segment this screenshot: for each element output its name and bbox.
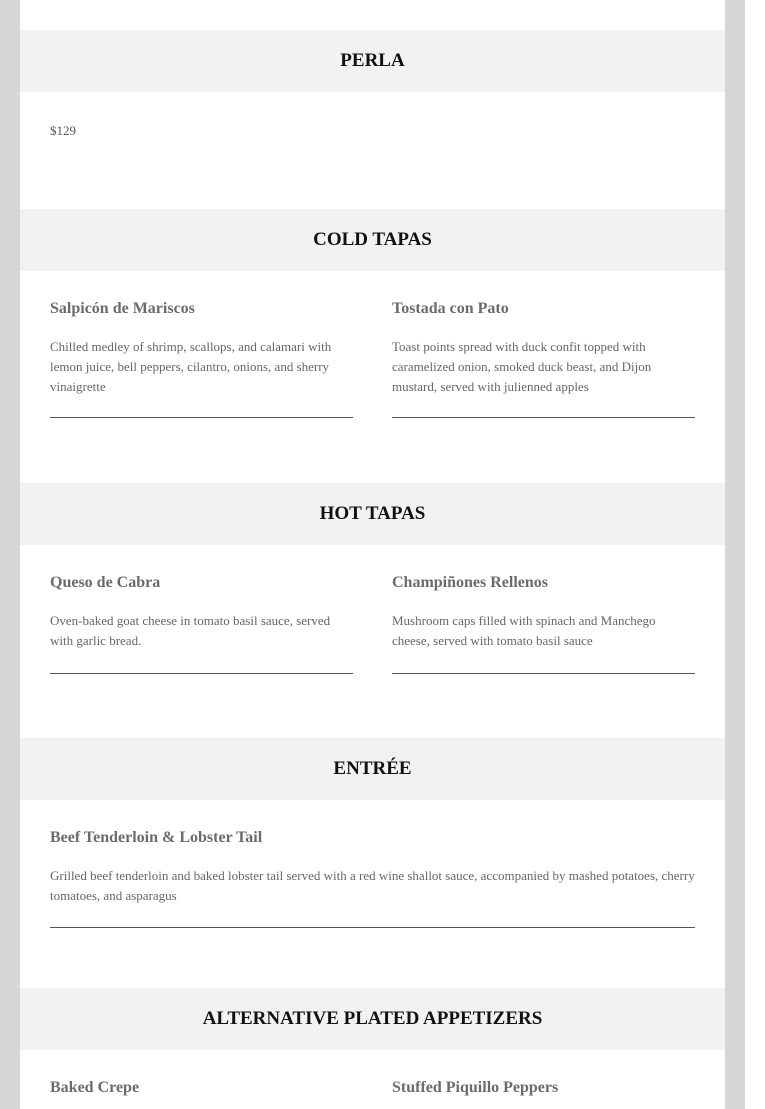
menu-item-salpicon xyxy=(50,299,353,419)
section-header-hot-tapas: HOT TAPAS xyxy=(20,483,725,545)
menu-item-name: Queso de Cabra xyxy=(50,574,161,591)
menu-card xyxy=(20,0,725,1109)
item-divider xyxy=(50,927,695,928)
menu-item-beef-lobster xyxy=(50,828,695,930)
menu-item-description: Grilled beef tenderloin and baked lobster tail served with a red wine shallot sauce, accompanied by mashed potatoes, cherry tomatoes, and asparagus xyxy=(50,868,695,903)
section-header-cold-tapas: COLD TAPAS xyxy=(20,209,725,271)
menu-item-name: Tostada con Pato xyxy=(392,300,509,317)
section-header-perla: PERLA xyxy=(20,30,725,92)
menu-item-description: Toast points spread with duck confit topped with caramelized onion, smoked duck beast, and Dijon mustard, served with julienned apples xyxy=(392,339,652,394)
menu-item-name: Beef Tenderloin & Lobster Tail xyxy=(50,829,263,846)
menu-item-tostada xyxy=(392,299,695,419)
item-divider xyxy=(392,673,695,674)
item-divider xyxy=(392,417,695,418)
left-gutter xyxy=(0,0,20,1109)
menu-item-piquillo xyxy=(392,1078,695,1108)
section-header-entree: ENTRÉE xyxy=(20,738,725,800)
item-divider xyxy=(50,673,353,674)
menu-item-name: Baked Crepe xyxy=(50,1079,140,1096)
menu-item-description: Chilled medley of shrimp, scallops, and calamari with lemon juice, bell peppers, cilantro, onions, and sherry vinaigrette xyxy=(50,339,332,394)
menu-item-description: Oven-baked goat cheese in tomato basil sauce, served with garlic bread. xyxy=(50,613,331,648)
menu-item-queso xyxy=(50,573,353,675)
menu-item-description: Mushroom caps filled with spinach and Manchego cheese, served with tomato basil sauce xyxy=(392,613,656,648)
perla-price: $129 xyxy=(50,123,76,138)
menu-item-name: Salpicón de Mariscos xyxy=(50,300,195,317)
menu-item-baked-crepe xyxy=(50,1078,353,1108)
menu-item-champinones xyxy=(392,573,695,675)
section-header-alt-appetizers: ALTERNATIVE PLATED APPETIZERS xyxy=(20,988,725,1050)
menu-item-name: Champiñones Rellenos xyxy=(392,574,549,591)
menu-item-name: Stuffed Piquillo Peppers xyxy=(392,1079,559,1096)
right-scroll-gutter xyxy=(725,0,745,1109)
item-divider xyxy=(50,417,353,418)
